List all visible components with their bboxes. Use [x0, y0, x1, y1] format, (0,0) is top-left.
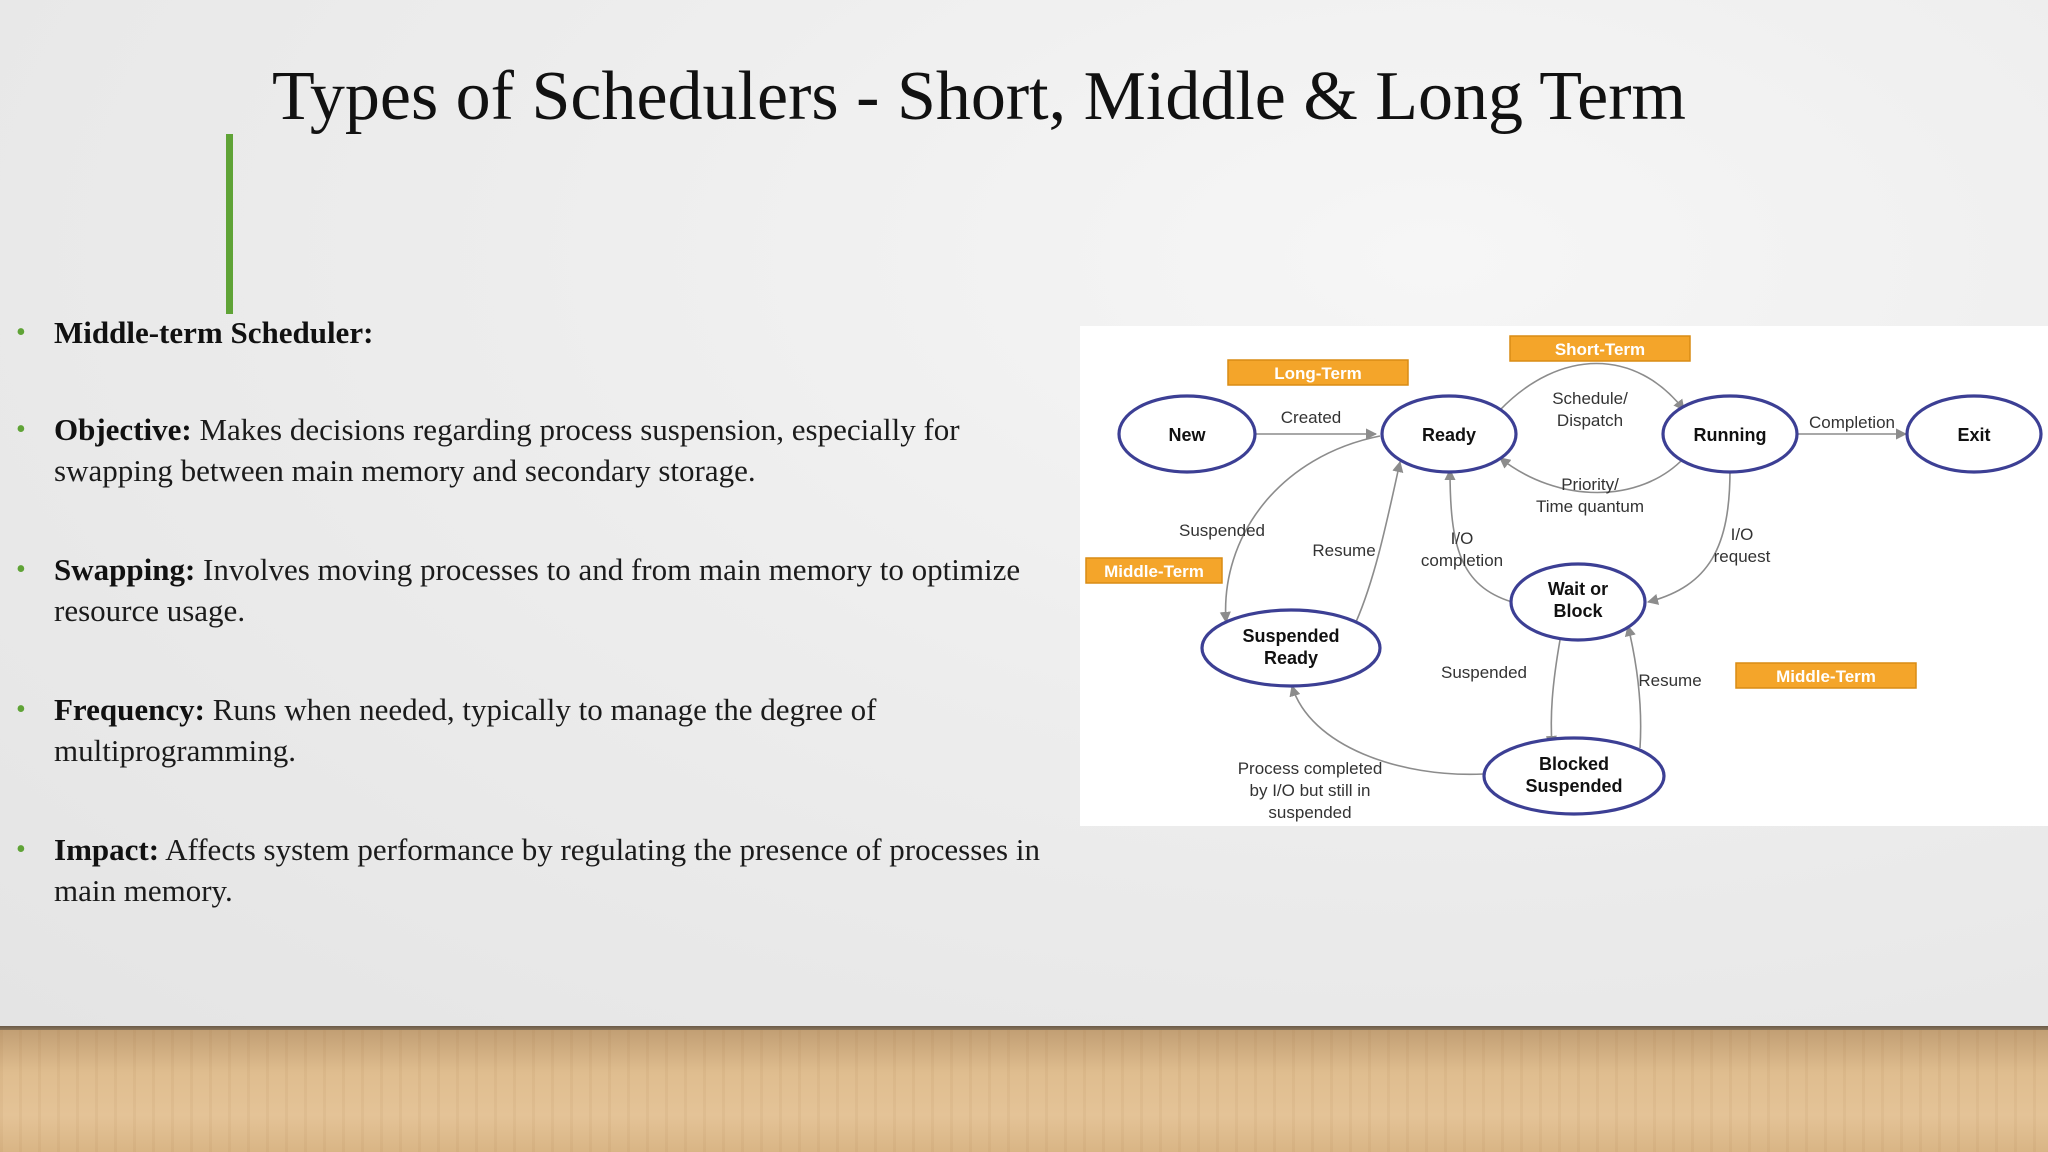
bullet-dot-icon: •: [16, 414, 26, 445]
node-blocked-label-1: Blocked: [1538, 754, 1610, 774]
tag-short-term-label: Short-Term: [1554, 340, 1646, 359]
node-ready-label: Ready: [1421, 425, 1477, 445]
label-process-completed-1: Process completed: [1237, 759, 1383, 778]
bullet-text: Makes decisions regarding process suspension, especially for swapping between main memory and secondary storage.: [54, 412, 960, 488]
label-suspended-left: Suspended: [1178, 521, 1266, 540]
bullet-heading: Frequency:: [54, 692, 205, 727]
node-wait-label-2: Block: [1553, 601, 1603, 621]
label-io-request-1: I/O: [1730, 525, 1754, 544]
bullet-text: Involves moving processes to and from main memory to optimize resource usage.: [54, 552, 1021, 628]
label-created: Created: [1280, 408, 1342, 427]
bullet-swapping: [16, 549, 1056, 631]
bullet-dot-icon: •: [16, 694, 26, 725]
bullet-middle-term-scheduler: [16, 312, 1056, 353]
label-io-request-2: request: [1713, 547, 1771, 566]
bullet-objective: [16, 409, 1056, 491]
node-new-label: New: [1168, 425, 1206, 445]
diagram-svg: [1080, 326, 2048, 826]
edge-io-request: [1648, 470, 1730, 602]
label-priority-2: Time quantum: [1535, 497, 1645, 516]
node-susp-ready-label-1: Suspended: [1242, 626, 1340, 646]
bullet-heading: Middle-term Scheduler:: [54, 315, 374, 350]
label-io-completion-2: completion: [1420, 551, 1504, 570]
label-schedule-1: Schedule/: [1552, 389, 1628, 408]
node-susp-ready-label-2: Ready: [1263, 648, 1319, 668]
label-schedule-2: Dispatch: [1556, 411, 1624, 430]
bullet-dot-icon: •: [16, 554, 26, 585]
label-completion: Completion: [1809, 413, 1895, 432]
title-accent-bar: [226, 134, 233, 314]
bullet-text: Affects system performance by regulating the presence of processes in main memory.: [54, 832, 1040, 908]
wood-floor: [0, 1030, 2048, 1152]
label-resume-bottom: Resume: [1638, 671, 1702, 690]
bullet-dot-icon: •: [16, 834, 26, 865]
node-exit-label: Exit: [1957, 425, 1991, 445]
process-state-diagram: [1080, 326, 2048, 826]
bullet-list: [16, 312, 1056, 969]
slide-title: Types of Schedulers - Short, Middle & Long Term: [272, 58, 1686, 135]
tag-long-term-label: Long-Term: [1274, 364, 1362, 383]
node-blocked-label-2: Suspended: [1525, 776, 1623, 796]
tag-middle-term-right-label: Middle-Term: [1776, 667, 1876, 686]
bullet-frequency: [16, 689, 1056, 771]
label-process-completed-3: suspended: [1268, 803, 1352, 822]
bullet-text: Runs when needed, typically to manage the degree of multiprogramming.: [54, 692, 877, 768]
bullet-dot-icon: •: [16, 317, 26, 348]
node-wait-label-1: Wait or: [1547, 579, 1609, 599]
bullet-heading: Impact:: [54, 832, 160, 867]
bullet-impact: [16, 829, 1056, 911]
node-running-label: Running: [1693, 425, 1767, 445]
label-io-completion-1: I/O: [1450, 529, 1474, 548]
bullet-heading: Objective:: [54, 412, 192, 447]
tag-middle-term-left-label: Middle-Term: [1104, 562, 1204, 581]
label-priority-1: Priority/: [1561, 475, 1619, 494]
edge-suspended-bottom: [1551, 640, 1560, 746]
bullet-heading: Swapping:: [54, 552, 196, 587]
label-resume-left: Resume: [1312, 541, 1376, 560]
label-process-completed-2: by I/O but still in: [1249, 781, 1371, 800]
label-suspended-bottom: Suspended: [1440, 663, 1528, 682]
